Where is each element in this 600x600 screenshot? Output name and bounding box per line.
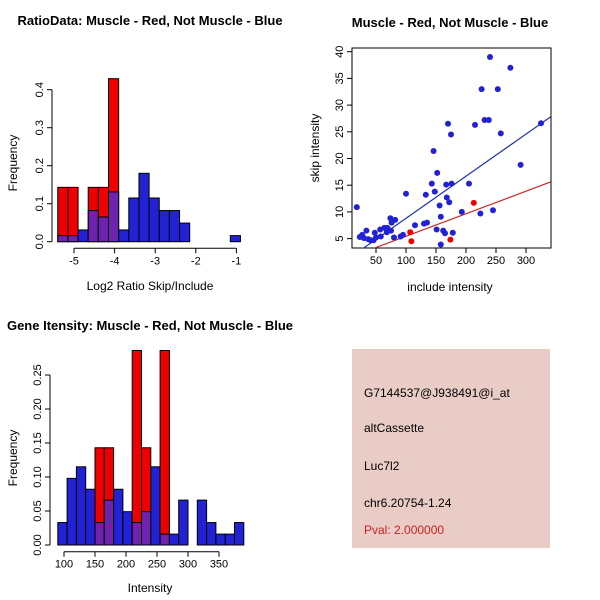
- not-muscle-bar: [132, 523, 141, 545]
- data-point: [459, 209, 465, 215]
- data-point: [472, 122, 478, 128]
- not-muscle-bar: [225, 534, 234, 545]
- not-muscle-bar: [76, 467, 85, 545]
- svg-text:20: 20: [334, 152, 346, 165]
- data-point: [495, 86, 501, 92]
- not-muscle-bar: [151, 467, 160, 545]
- data-point: [438, 214, 444, 220]
- svg-text:0.10: 0.10: [32, 466, 44, 488]
- not-muscle-bar: [67, 478, 76, 545]
- data-point: [486, 117, 492, 123]
- not-muscle-bar: [197, 500, 206, 545]
- svg-text:10: 10: [334, 205, 346, 219]
- svg-text:15: 15: [334, 179, 346, 192]
- data-point: [354, 204, 360, 210]
- svg-text:150: 150: [85, 558, 105, 571]
- muscle-bar: [58, 187, 68, 241]
- data-point: [412, 222, 418, 228]
- ratio-histogram-panel: [0, 0, 300, 300]
- ratio-histogram-xlabel: Log2 Ratio Skip/Include: [86, 279, 214, 293]
- svg-text:350: 350: [209, 558, 229, 571]
- data-point: [443, 182, 449, 188]
- data-point: [363, 228, 369, 234]
- svg-text:0.00: 0.00: [32, 534, 44, 556]
- intensity-scatter-ylabel: skip intensity: [308, 113, 322, 183]
- data-point: [445, 121, 451, 127]
- svg-text:0.05: 0.05: [32, 500, 44, 522]
- data-point: [490, 207, 496, 213]
- svg-text:100: 100: [54, 558, 74, 571]
- not-muscle-bar: [160, 534, 169, 545]
- probe-info-background: [352, 349, 550, 548]
- probe-id-text: G7144537@J938491@i_at: [364, 386, 510, 400]
- data-point: [388, 228, 394, 234]
- svg-text:250: 250: [147, 558, 167, 571]
- data-point: [538, 120, 544, 126]
- svg-text:0.1: 0.1: [34, 196, 46, 212]
- svg-text:30: 30: [334, 98, 346, 112]
- data-point: [446, 199, 452, 205]
- probe-info-panel: [300, 300, 600, 600]
- not-muscle-bar: [78, 230, 88, 242]
- not-muscle-bar: [149, 198, 159, 242]
- pval-text: Pval: 2.000000: [364, 523, 445, 537]
- svg-text:0.20: 0.20: [32, 398, 44, 420]
- svg-text:250: 250: [486, 255, 506, 267]
- data-point: [447, 237, 453, 243]
- not-muscle-bar: [235, 523, 244, 545]
- svg-text:0.4: 0.4: [34, 82, 46, 98]
- gene-intensity-histogram-panel: [0, 300, 300, 600]
- svg-text:40: 40: [334, 45, 346, 58]
- svg-text:200: 200: [116, 558, 136, 571]
- data-point: [434, 227, 440, 233]
- not-muscle-bar: [114, 489, 123, 545]
- ratio-histogram-title: RatioData: Muscle - Red, Not Muscle - Blue: [17, 13, 283, 28]
- svg-text:-4: -4: [109, 255, 120, 268]
- not-muscle-bar: [169, 534, 178, 545]
- data-point: [424, 220, 430, 226]
- data-point: [448, 131, 454, 137]
- svg-text:150: 150: [426, 255, 446, 267]
- not-muscle-bar: [58, 236, 68, 242]
- gene-intensity-histogram-xlabel: Intensity: [127, 581, 173, 595]
- svg-text:5: 5: [334, 235, 346, 242]
- svg-text:300: 300: [516, 255, 536, 267]
- data-point: [518, 162, 524, 168]
- ratio-histogram-ylabel: Frequency: [6, 134, 20, 192]
- svg-text:50: 50: [369, 255, 383, 267]
- data-point: [378, 233, 384, 239]
- not-muscle-bar: [159, 211, 169, 242]
- data-point: [442, 230, 448, 236]
- data-point: [432, 189, 438, 195]
- not-muscle-bar: [169, 211, 179, 242]
- svg-text:25: 25: [334, 125, 346, 138]
- svg-text:200: 200: [456, 255, 476, 267]
- data-point: [408, 238, 414, 244]
- intensity-scatter-xlabel: include intensity: [407, 280, 493, 294]
- data-point: [429, 181, 435, 187]
- data-point: [434, 170, 440, 176]
- data-point: [400, 232, 406, 238]
- not-muscle-bar: [142, 512, 151, 545]
- muscle-bar: [68, 187, 78, 241]
- not-muscle-bar: [95, 523, 104, 545]
- plot-box: [352, 48, 551, 248]
- intensity-scatter-plot: [300, 0, 600, 300]
- data-point: [477, 211, 483, 217]
- histogram-bars: [58, 351, 244, 545]
- muscle-bar: [132, 351, 141, 545]
- data-point: [449, 181, 455, 187]
- svg-text:-5: -5: [69, 255, 79, 268]
- svg-text:300: 300: [178, 558, 198, 571]
- not-muscle-bar: [104, 500, 113, 545]
- splice-type-text: altCassette: [364, 421, 425, 435]
- not-muscle-bar: [207, 523, 216, 545]
- plot-content: [354, 54, 551, 248]
- not-muscle-bar: [68, 236, 78, 242]
- svg-text:-3: -3: [150, 255, 161, 268]
- data-point: [431, 148, 437, 154]
- muscle-bar: [160, 351, 169, 545]
- svg-text:0.2: 0.2: [34, 158, 46, 174]
- data-point: [479, 86, 485, 92]
- data-point: [437, 202, 443, 208]
- data-point: [403, 191, 409, 197]
- not-muscle-bar: [86, 489, 95, 545]
- not-muscle-bar: [119, 230, 129, 242]
- data-point: [391, 235, 397, 241]
- data-point: [423, 192, 429, 198]
- intensity-scatter-title: Muscle - Red, Not Muscle - Blue: [351, 15, 549, 30]
- data-point: [392, 217, 398, 223]
- svg-text:0.0: 0.0: [34, 234, 46, 250]
- not-muscle-bar: [58, 523, 67, 545]
- svg-text:0.25: 0.25: [32, 364, 44, 386]
- data-point: [471, 200, 477, 206]
- not-muscle-bar: [216, 534, 225, 545]
- svg-text:35: 35: [334, 72, 346, 85]
- data-point: [438, 241, 444, 247]
- data-point: [466, 181, 472, 187]
- not-muscle-bar: [129, 198, 139, 242]
- not-muscle-bar: [139, 173, 149, 241]
- data-point: [507, 65, 513, 71]
- chromosome-location-text: chr6.20754-1.24: [364, 496, 452, 510]
- data-point: [450, 230, 456, 236]
- intensity-scatter-panel: [300, 0, 600, 300]
- not-muscle-bar: [109, 192, 119, 242]
- not-muscle-bar: [98, 217, 108, 242]
- svg-text:-2: -2: [190, 255, 201, 268]
- not-muscle-bar: [179, 500, 188, 545]
- not-muscle-bar: [88, 211, 98, 242]
- gene-intensity-histogram-plot: [0, 300, 300, 600]
- svg-text:-1: -1: [231, 255, 242, 268]
- not-muscle-bar: [180, 223, 190, 242]
- gene-intensity-histogram-title: Gene Itensity: Muscle - Red, Not Muscle - Blue: [6, 318, 294, 333]
- gene-intensity-histogram-ylabel: Frequency: [6, 429, 20, 487]
- data-point: [407, 229, 413, 235]
- data-point: [498, 130, 504, 136]
- ratio-histogram-plot: [0, 0, 300, 300]
- histogram-bars: [58, 79, 241, 242]
- svg-text:100: 100: [396, 255, 416, 267]
- svg-text:0.15: 0.15: [32, 432, 44, 454]
- not-muscle-bar: [123, 512, 132, 545]
- svg-text:0.3: 0.3: [34, 120, 46, 136]
- gene-name-text: Luc7l2: [364, 459, 400, 473]
- data-point: [487, 54, 493, 60]
- not-muscle-bar: [230, 236, 240, 242]
